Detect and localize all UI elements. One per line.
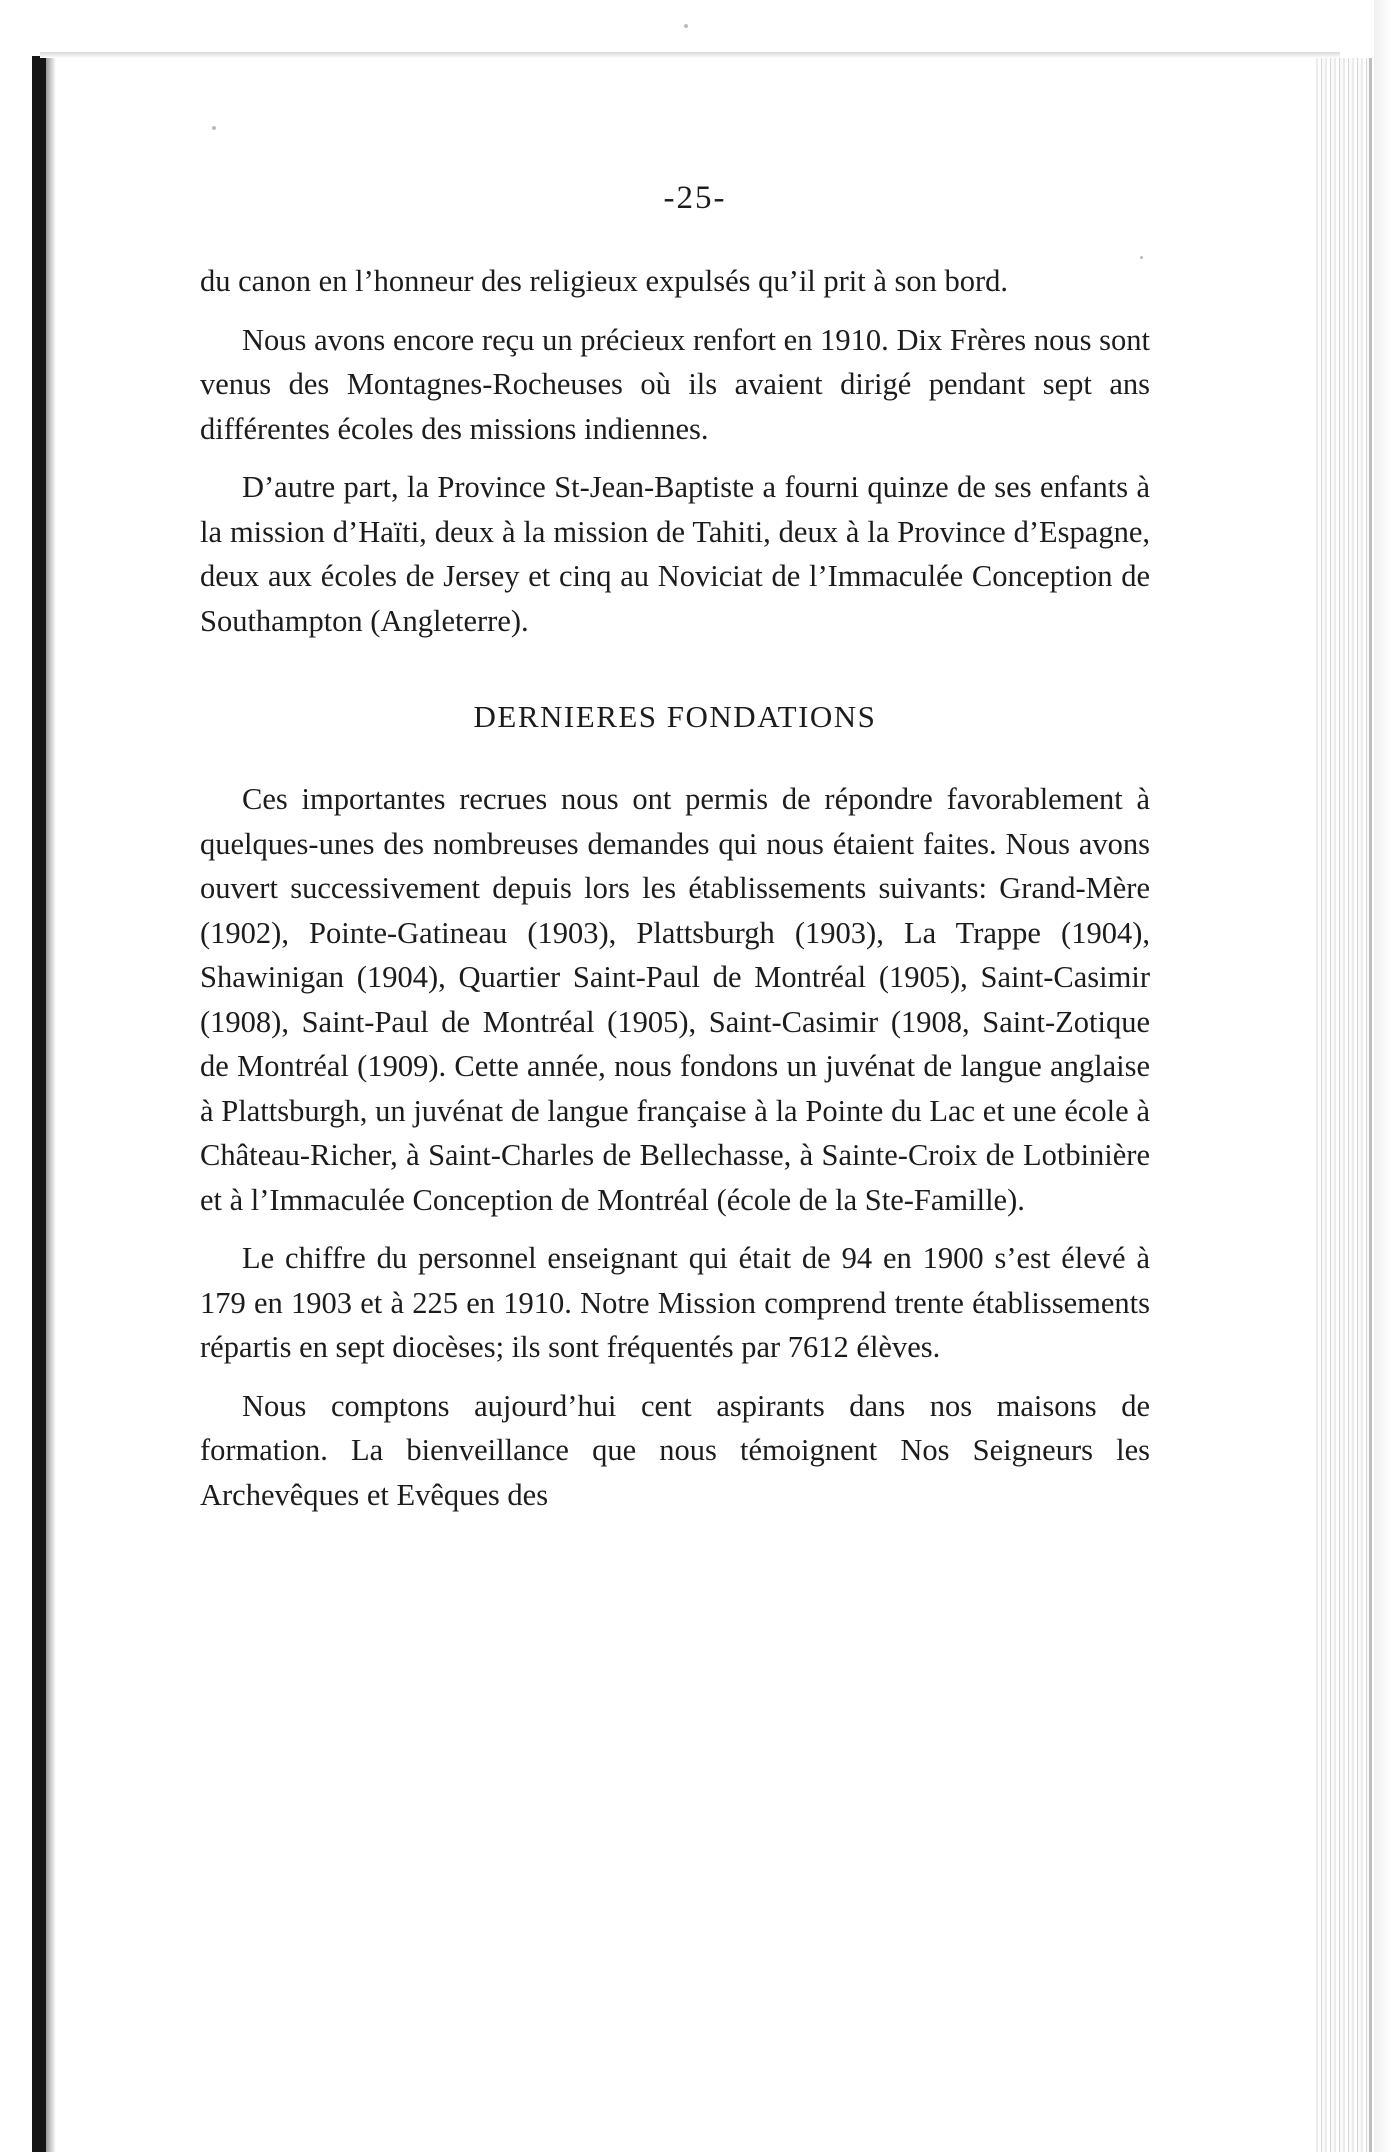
page-edge-shade — [1374, 0, 1392, 2152]
binding-edge — [32, 56, 46, 2152]
binding-shadow — [46, 56, 56, 2152]
paragraph: Nous avons encore reçu un précieux renfort en 1910. Dix Frères nous sont venus des Montagnes-Rocheuses où ils avaient dirigé pendant sept ans différentes écoles des missions indiennes. — [200, 322, 1150, 446]
paper-speck — [212, 126, 216, 130]
page-number: -25- — [663, 180, 727, 216]
page-content — [200, 170, 1150, 1531]
paragraph: Le chiffre du personnel enseignant qui était de 94 en 1900 s’est élevé à 179 en 1903 et à 225 en 1910. Notre Mission comprend trente établissements répartis en sept diocèses; ils sont fréquentés par 7612 élèves. — [200, 1241, 1150, 1364]
paragraph: D’autre part, la Province St-Jean-Baptiste a fourni quinze de ses enfants à la mission d’Haïti, deux à la mission de Tahiti, deux à la Province d’Espagne, deux aux écoles de Jersey et cinq au Noviciat de l’Immaculée Conception de Southampton (Angleterre). — [200, 470, 1150, 638]
page-edge-line — [1369, 58, 1372, 2152]
page-edges — [1316, 58, 1374, 2152]
paragraph: Ces importantes recrues nous ont permis de répondre favorablement à quelques-unes des nombreuses demandes qui nous étaient faites. Nous avons ouvert successivement depuis lors les établissements suivants: Grand-Mère (1902), Pointe-Gatineau (1903), Plattsburgh (1903), La Trappe (1904), Shawinigan (1904), Quartier Saint-Paul de Montréal (1905), Saint-Casimir (1908), Saint-Paul de Montréal (1905), Saint-Casimir (1908, Saint-Zotique de Montréal (1909). Cette année, nous fondons un juvénat de langue anglaise à Plattsburgh, un juvénat de langue française à la Pointe du Lac et une école à Château-Richer, à Saint-Charles de Bellechasse, à Sainte-Croix de Lotbinière et à l’Immaculée Conception de Montréal (école de la Ste-Famille). — [200, 782, 1150, 1217]
section-heading: DERNIERES FONDATIONS — [473, 699, 877, 734]
paper-speck — [684, 24, 688, 28]
top-edge-shadow — [40, 52, 1340, 58]
paragraph: Nous comptons aujourd’hui cent aspirants dans nos maisons de formation. La bienveillance que nous témoignent Nos Seigneurs les Archevêques et Evêques des — [200, 1388, 1150, 1512]
paragraph: du canon en l’honneur des religieux expulsés qu’il prit à son bord. — [200, 264, 1009, 298]
